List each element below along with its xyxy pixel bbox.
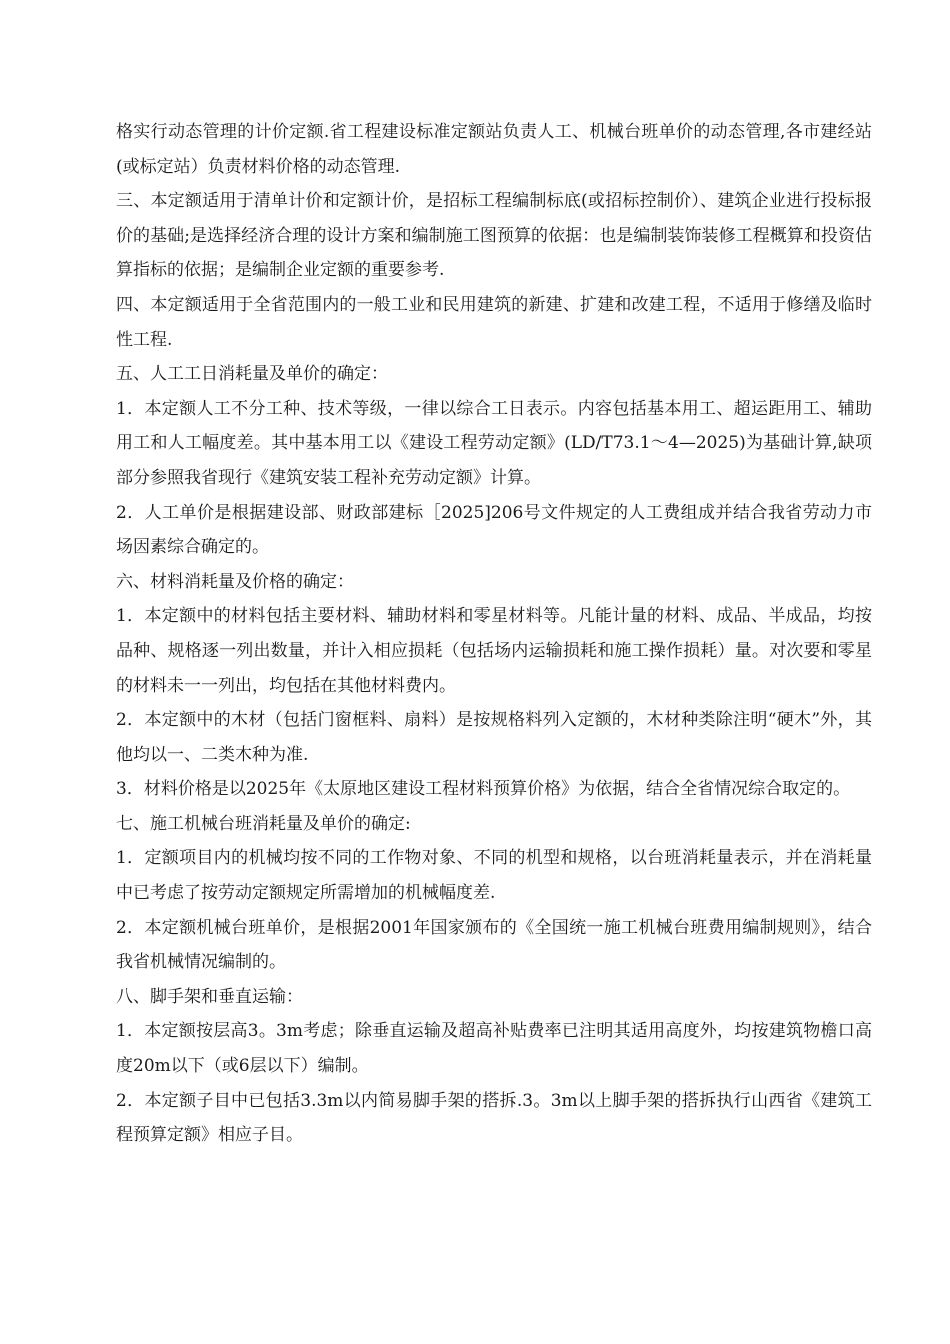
- heading-section-8-scaffolding: 八、脚手架和垂直运输：: [116, 986, 303, 1007]
- paragraph-section-4-applicability: 四、本定额适用于全省范围内的一般工业和民用建筑的新建、扩建和改建工程，不适用于修缮及临时性工程.: [116, 294, 872, 350]
- paragraph-machinery-item-1: 1．定额项目内的机械均按不同的工作物对象、不同的机型和规格，以台班消耗量表示，并在消耗量中已考虑了按劳动定额规定所需增加的机械幅度差.: [116, 848, 872, 904]
- paragraph-labor-item-1: 1．本定额人工不分工种、技术等级，一律以综合工日表示。内容包括基本用工、超运距用工、辅助用工和人工幅度差。其中基本用工以《建设工程劳动定额》(LD/T73.1～4—2025)为基础计算,缺项部分参照我省现行《建筑安装工程补充劳动定额》计算。: [116, 398, 872, 488]
- heading-section-7-machinery: 七、施工机械台班消耗量及单价的确定:: [116, 813, 411, 834]
- paragraph-dynamic-management: 格实行动态管理的计价定额.省工程建设标准定额站负责人工、机械台班单价的动态管理,各市建经站(或标定站）负责材料价格的动态管理.: [116, 122, 872, 177]
- paragraph-section-3-scope-of-use: 三、本定额适用于清单计价和定额计价，是招标工程编制标底(或招标控制价）、建筑企业进行投标报价的基础;是选择经济合理的设计方案和编制施工图预算的依据：也是编制装饰装修工程概算和投资估算指标的依据；是编制企业定额的重要参考.: [116, 191, 872, 281]
- heading-section-6-materials: 六、材料消耗量及价格的确定：: [116, 571, 354, 592]
- paragraph-machinery-item-2: 2．本定额机械台班单价，是根据2001年国家颁布的《全国统一施工机械台班费用编制规则》，结合我省机械情况编制的。: [116, 917, 872, 973]
- paragraph-materials-item-2: 2．本定额中的木材（包括门窗框料、扇料）是按规格料列入定额的，木材种类除注明“硬木”外，其他均以一、二类木种为准.: [116, 710, 872, 765]
- paragraph-materials-item-1: 1．本定额中的材料包括主要材料、辅助材料和零星材料等。凡能计量的材料、成品、半成品，均按品种、规格逐一列出数量，并计入相应损耗（包括场内运输损耗和施工操作损耗）量。对次要和零星的材料未一一列出，均包括在其他材料费内。: [116, 606, 872, 696]
- heading-section-5-labor: 五、人工工日消耗量及单价的确定：: [116, 364, 388, 385]
- document-body: [116, 115, 872, 1153]
- paragraph-labor-item-2: 2．人工单价是根据建设部、财政部建标［2025]206号文件规定的人工费组成并结合我省劳动力市场因素综合确定的。: [116, 502, 872, 558]
- paragraph-scaffolding-item-1: 1．本定额按层高3。3m考虑；除垂直运输及超高补贴费率已注明其适用高度外，均按建筑物檐口高度20m以下（或6层以下）编制。: [116, 1021, 872, 1077]
- paragraph-scaffolding-item-2: 2．本定额子目中已包括3.3m以内简易脚手架的搭拆.3。3m以上脚手架的搭拆执行山西省《建筑工程预算定额》相应子目。: [116, 1090, 872, 1146]
- paragraph-materials-item-3: 3．材料价格是以2025年《太原地区建设工程材料预算价格》为依据，结合全省情况综合取定的。: [116, 779, 851, 800]
